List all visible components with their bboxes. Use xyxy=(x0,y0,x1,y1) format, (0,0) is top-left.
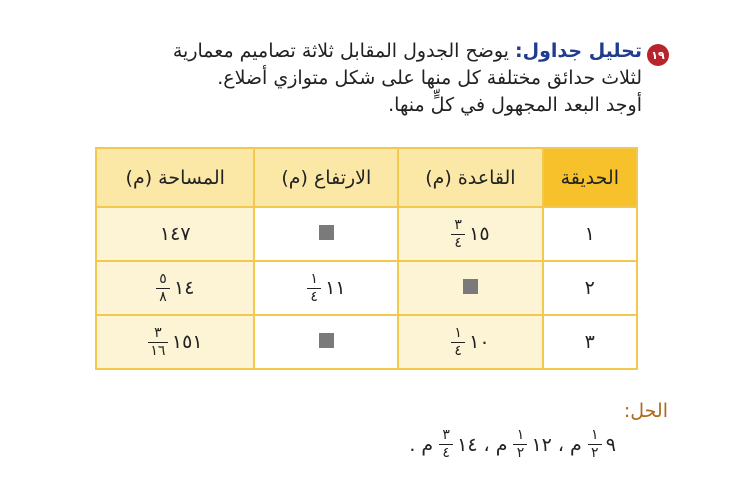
unit-label: م xyxy=(495,433,508,456)
fraction xyxy=(156,272,170,305)
whole-part: ١٤ xyxy=(457,433,478,456)
cell-area-1: ١٤٧ xyxy=(96,207,254,261)
fraction xyxy=(439,428,453,461)
whole-part: ١٤ xyxy=(174,277,195,299)
question-number-badge: ١٩ xyxy=(647,44,669,66)
fraction xyxy=(307,272,321,305)
end-period: . xyxy=(409,433,416,456)
cell-base-3 xyxy=(398,315,542,369)
solution-answers xyxy=(409,428,616,461)
cell-base-1 xyxy=(398,207,542,261)
numerator: ١ xyxy=(454,324,462,341)
header-area: المساحة (م) xyxy=(96,148,254,207)
numerator: ١ xyxy=(310,270,318,287)
cell-height-3 xyxy=(254,315,398,369)
whole-part: ١٠ xyxy=(469,331,490,353)
fraction xyxy=(148,326,168,359)
whole-part: ١٥ xyxy=(469,223,490,245)
denominator: ٤ xyxy=(454,234,462,251)
denominator: ٤ xyxy=(310,288,318,305)
gardens-table xyxy=(95,147,638,370)
answer-1 xyxy=(588,428,616,461)
numerator: ٥ xyxy=(159,270,167,287)
cell-garden-1: ١ xyxy=(543,207,637,261)
separator: ، xyxy=(483,433,490,456)
denominator: ٤ xyxy=(454,342,462,359)
fraction xyxy=(451,218,465,251)
numerator: ٣ xyxy=(442,427,450,443)
whole-part: ١١ xyxy=(325,277,346,299)
cell-area-3 xyxy=(96,315,254,369)
unknown-marker xyxy=(319,225,334,240)
problem-line-3: أوجد البعد المجهول في كلٍّ منها. xyxy=(388,94,642,116)
cell-area-2 xyxy=(96,261,254,315)
table-row xyxy=(96,315,637,369)
separator: ، xyxy=(557,433,565,456)
header-garden: الحديقة xyxy=(543,148,637,207)
numerator: ١ xyxy=(591,427,599,443)
denominator: ٤ xyxy=(442,445,450,461)
denominator: ٢ xyxy=(591,445,599,461)
header-height: الارتفاع (م) xyxy=(254,148,398,207)
table-header-row xyxy=(96,148,637,207)
fraction xyxy=(513,428,527,461)
whole-part: ١٥١ xyxy=(171,331,203,353)
numerator: ٣ xyxy=(154,324,162,341)
header-base: القاعدة (م) xyxy=(398,148,542,207)
problem-text-1: يوضح الجدول المقابل ثلاثة تصاميم معمارية xyxy=(172,40,509,62)
whole-part: ١٢ xyxy=(531,433,552,456)
table-row xyxy=(96,207,637,261)
table-row xyxy=(96,261,637,315)
unit-label: م xyxy=(570,433,582,456)
denominator: ٨ xyxy=(159,288,167,305)
problem-line-1 xyxy=(82,38,642,65)
cell-base-2 xyxy=(398,261,542,315)
unknown-marker xyxy=(463,279,478,294)
denominator: ١٦ xyxy=(150,342,166,359)
solution-label: الحل: xyxy=(623,400,668,422)
problem-line-2: لثلاث حدائق مختلفة كل منها على شكل متوازي أضلاع. xyxy=(217,67,642,89)
problem-title: تحليل جداول: xyxy=(515,40,642,62)
fraction xyxy=(588,428,602,461)
cell-height-1 xyxy=(254,207,398,261)
answer-2 xyxy=(513,428,551,461)
cell-height-2 xyxy=(254,261,398,315)
numerator: ١ xyxy=(516,427,525,443)
problem-statement xyxy=(82,38,642,119)
cell-garden-3: ٣ xyxy=(543,315,637,369)
unknown-marker xyxy=(319,333,334,348)
answer-3 xyxy=(439,428,477,461)
denominator: ٢ xyxy=(516,445,525,461)
numerator: ٣ xyxy=(454,216,462,233)
whole-part: ٩ xyxy=(605,433,616,456)
unit-label: م xyxy=(421,433,434,456)
cell-garden-2: ٢ xyxy=(543,261,637,315)
fraction xyxy=(451,326,465,359)
